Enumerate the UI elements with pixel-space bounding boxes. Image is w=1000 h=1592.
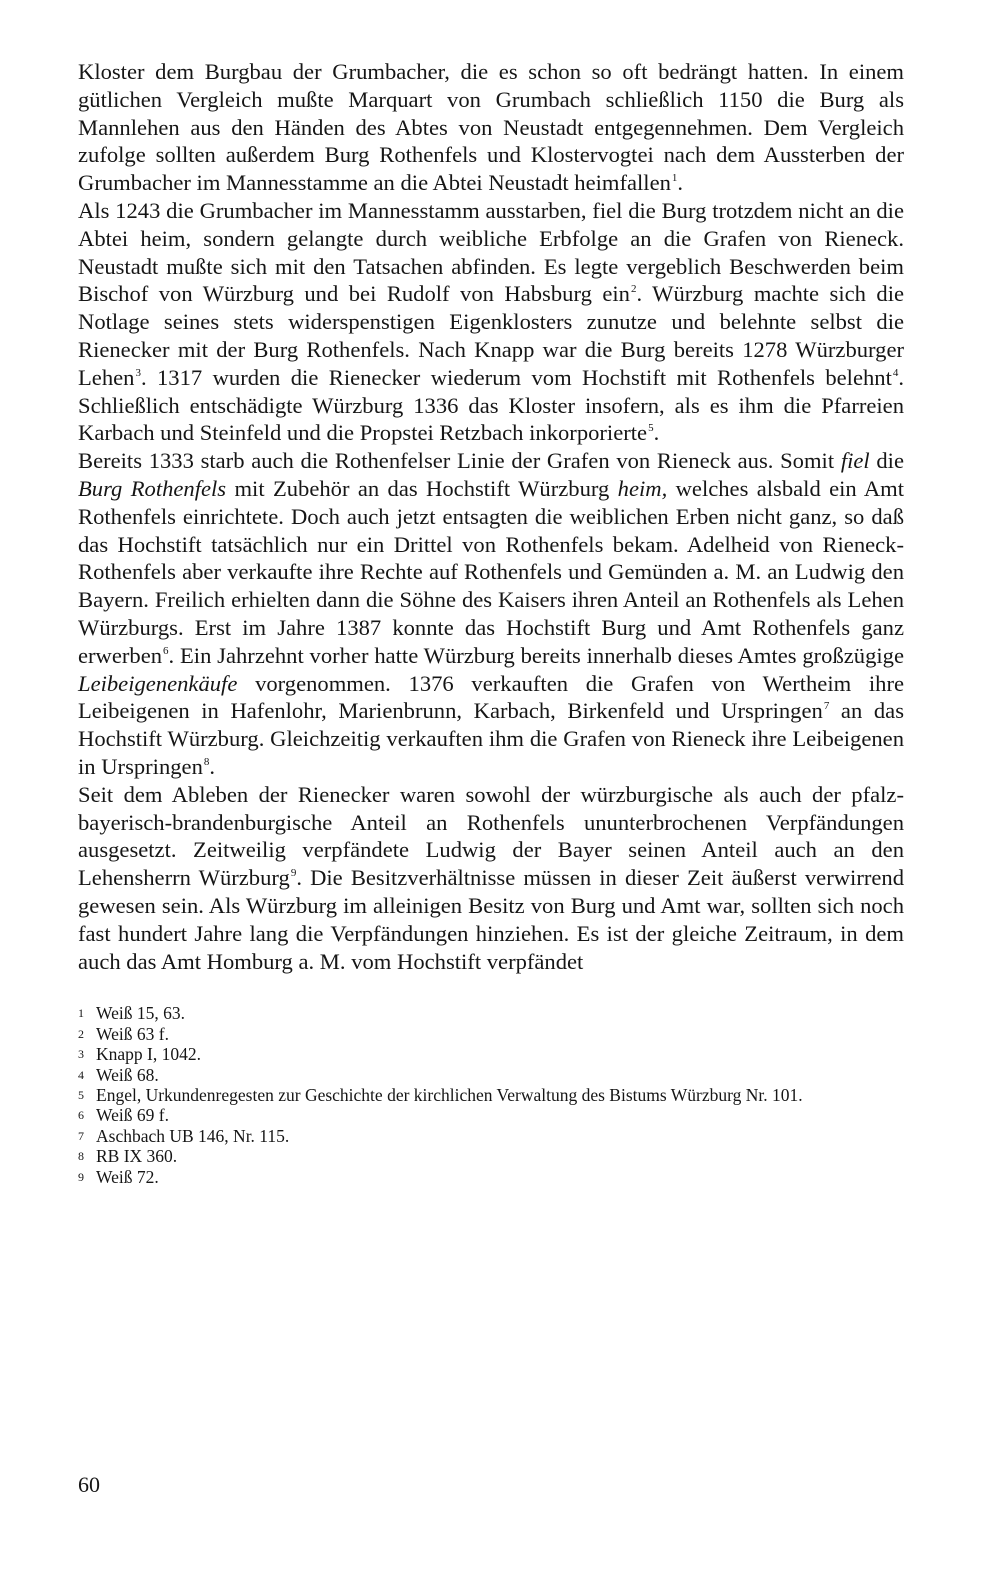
page-number: 60: [78, 1472, 100, 1497]
footnote-number: 8: [78, 1149, 84, 1164]
footnotes: [78, 1003, 904, 1187]
text-run: an das Hochstift Würzburg. Gleichzeitig verkauften ihm die Grafen von Rieneck ihre Leibeigenen in Urspringen: [78, 698, 904, 779]
footnote-number: 2: [78, 1026, 84, 1041]
footnote-item: [78, 1003, 904, 1023]
footnote-number: 3: [78, 1047, 84, 1062]
text-run: .: [209, 753, 216, 779]
italic-text: Burg Rothenfels: [78, 475, 227, 501]
italic-text: heim,: [617, 475, 668, 501]
text-run: .: [677, 170, 684, 196]
text-run: die: [869, 448, 904, 474]
footnote-text: Aschbach UB 146, Nr. 115.: [96, 1125, 290, 1146]
text-run: Seit dem Ableben der Rienecker waren sowohl der würzburgische als auch der pfalz-bayerisch-brandenburgische Anteil an Rothenfels ununterbrochenen Verpfändungen ausgesetzt. Zeitweilig verpfändete Ludwig der Bayer seinen Anteil auch an den Lehensherrn Würzburg: [78, 781, 904, 891]
footnote-item: [78, 1167, 904, 1187]
text-run: .: [653, 420, 660, 446]
text-run: . Ein Jahrzehnt vorher hatte Würzburg bereits innerhalb dieses Amtes großzügige: [168, 642, 904, 668]
text-run: . Würzburg machte sich die Notlage seines stets widerspenstigen Eigenklosters zunutze und belehnte selbst die Rienecker mit der Burg Rothenfels. Nach Knapp war die Burg bereits 1278 Würzburger Lehen: [78, 281, 905, 390]
footnote-ref: 3: [135, 366, 141, 379]
footnote-text: Weiß 68.: [96, 1064, 159, 1085]
paragraph: [78, 781, 904, 976]
footnote-ref: 2: [630, 283, 637, 296]
footnote-text: Knapp I, 1042.: [96, 1044, 201, 1065]
footnote-text: Weiß 63 f.: [96, 1023, 169, 1044]
footnote-number: 6: [78, 1108, 84, 1123]
footnote-ref: 6: [163, 644, 169, 657]
text-run: Als 1243 die Grumbacher im Mannesstamm ausstarben, fiel die Burg trotzdem nicht an die Abtei heim, sondern gelangte durch weibliche Erbfolge an die Grafen von Rieneck. Neustadt mußte sich mit den Tatsachen abfinden. Es legte vergeblich Beschwerden beim Bischof von Würzburg und bei Rudolf von Habsburg ein: [78, 197, 904, 307]
page-body: [78, 58, 904, 1187]
footnote-ref: 9: [290, 867, 297, 880]
italic-text: fiel: [840, 448, 870, 474]
footnote-ref: 1: [671, 172, 678, 185]
footnote-number: 1: [78, 1006, 84, 1021]
footnote-ref: 8: [203, 755, 210, 768]
text-run: . 1317 wurden die Rienecker wiederum vom Hochstift mit Rothenfels belehnt: [140, 364, 892, 390]
text-run: welches alsbald ein Amt Rothenfels einrichtete. Doch auch jetzt entsagten die weiblichen Erben nicht ganz, so daß das Hochstift tatsächlich nur ein Drittel von Rothenfels bekam. Adelheid von Rieneck-Rothenfels aber verkaufte ihre Rechte auf Rothenfels und Gemünden a. M. an Ludwig den Bayern. Freilich erhielten dann die Söhne des Kaisers ihren Anteil an Rothenfels als Lehen Würzburgs. Erst im Jahre 1387 konnte das Hochstift Burg und Amt Rothenfels ganz erwerben: [78, 475, 904, 668]
footnote-item: [78, 1065, 904, 1085]
paragraph: [78, 58, 904, 197]
footnote-text: Engel, Urkundenregesten zur Geschichte der kirchlichen Verwaltung des Bistums Würzburg Nr. 101.: [96, 1084, 803, 1105]
footnote-text: Weiß 15, 63.: [96, 1003, 185, 1024]
footnote-item: [78, 1044, 904, 1064]
footnote-text: Weiß 72.: [96, 1166, 159, 1187]
footnote-item: [78, 1146, 904, 1166]
paragraph: [78, 447, 904, 781]
footnote-text: RB IX 360.: [96, 1146, 178, 1167]
body-text: [78, 58, 904, 975]
footnote-item: [78, 1085, 904, 1105]
text-run: Bereits 1333 starb auch die Rothenfelser Linie der Grafen von Rieneck aus. Somit: [78, 448, 841, 474]
footnote-ref: 5: [648, 422, 654, 435]
italic-text: Leibeigenenkäufe: [78, 670, 238, 696]
footnote-item: [78, 1105, 904, 1125]
footnote-ref: 4: [892, 366, 899, 379]
footnote-number: 9: [78, 1169, 84, 1184]
footnote-number: 5: [78, 1087, 84, 1102]
footnote-ref: 7: [823, 700, 830, 713]
text-run: vorgenommen. 1376 verkauften die Grafen von Wertheim ihre Leibeigenen in Hafenlohr, Marienbrunn, Karbach, Birkenfeld und Urspringen: [78, 670, 904, 724]
footnote-number: 7: [78, 1128, 84, 1143]
footnote-text: Weiß 69 f.: [96, 1105, 169, 1126]
footnote-item: [78, 1126, 904, 1146]
text-run: . Die Besitzverhältnisse müssen in dieser Zeit äußerst verwirrend gewesen sein. Als Würzburg im alleinigen Besitz von Burg und Amt war, sollten sich noch fast hundert Jahre lang die Verpfändungen hinziehen. Es ist der gleiche Zeitraum, in dem auch das Amt Homburg a. M. vom Hochstift verpfändet: [78, 865, 904, 974]
text-run: . Schließlich entschädigte Würzburg 1336 das Kloster insofern, als es ihm die Pfarreien Karbach und Steinfeld und die Propstei Retzbach inkorporierte: [78, 364, 904, 446]
footnote-item: [78, 1024, 904, 1044]
footnote-number: 4: [78, 1067, 84, 1082]
paragraph: [78, 197, 904, 447]
text-run: mit Zubehör an das Hochstift Würzburg: [226, 475, 618, 501]
text-run: Kloster dem Burgbau der Grumbacher, die es schon so oft bedrängt hatten. In einem gütlichen Vergleich mußte Marquart von Grumbach schließlich 1150 die Burg als Mannlehen aus den Händen des Abtes von Neustadt entgegennehmen. Dem Vergleich zufolge sollten außerdem Burg Rothenfels und Klostervogtei nach dem Aussterben der Grumbacher im Mannesstamme an die Abtei Neustadt heimfallen: [78, 59, 904, 196]
